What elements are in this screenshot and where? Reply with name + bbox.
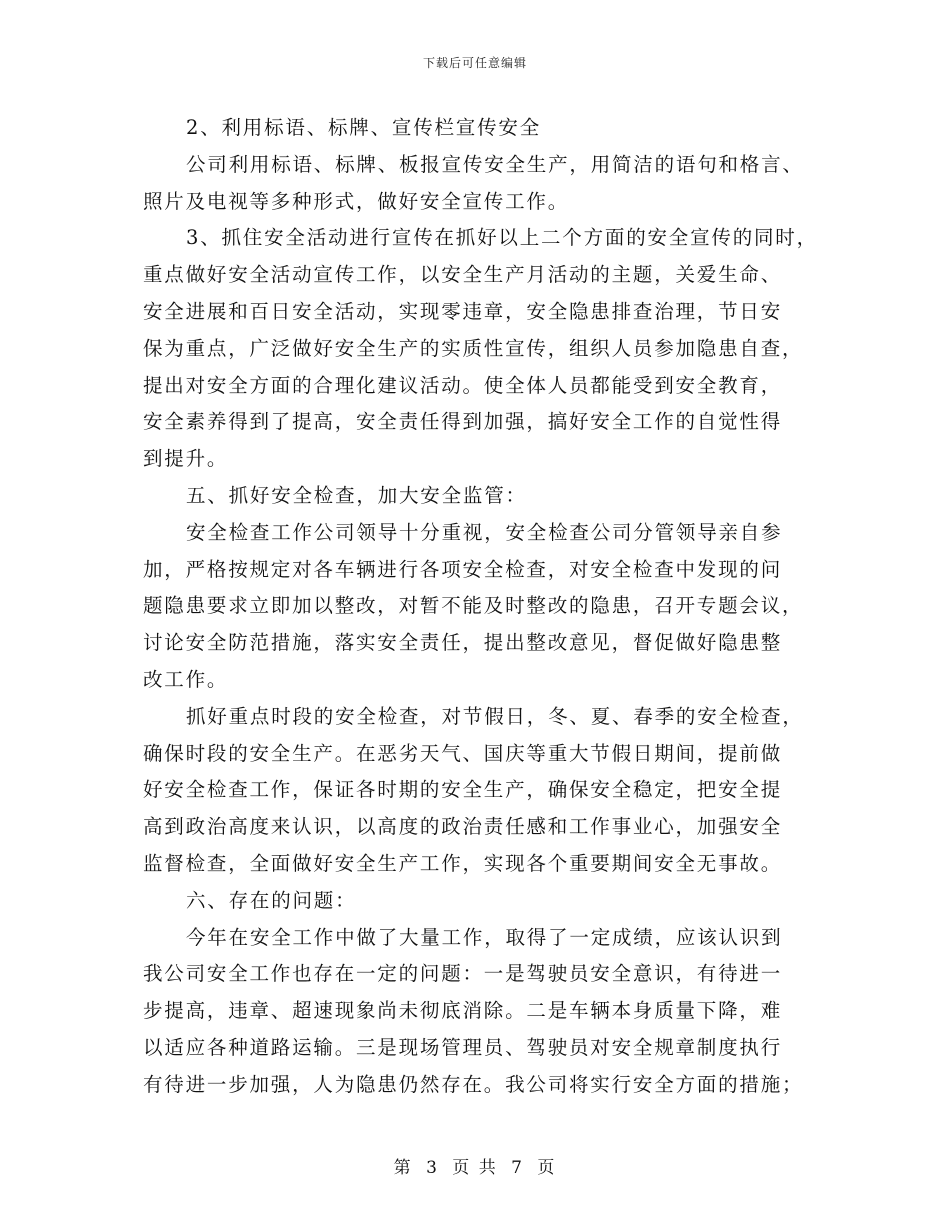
text-line: 我公司安全工作也存在一定的问题：一是驾驶员安全意识，有待进一 xyxy=(143,962,783,986)
text-line: 安全进展和百日安全活动，实现零违章，安全隐患排查治理，节日安 xyxy=(143,299,783,323)
text-line: 到提升。 xyxy=(143,447,229,471)
text-line: 五、抓好安全检查，加大安全监管： xyxy=(186,483,527,507)
text-line: 好安全检查工作，保证各时期的安全生产，确保安全稳定，把安全提 xyxy=(143,778,783,802)
text-line: 步提高，违章、超速现象尚未彻底消除。二是车辆本身质量下降，难 xyxy=(143,999,783,1023)
text-line: 有待进一步加强，人为隐患仍然存在。我公司将实行安全方面的措施； xyxy=(143,1072,804,1096)
footer-prefix: 第 xyxy=(393,1158,413,1178)
text-line: 高到政治高度来认识，以高度的政治责任感和工作事业心，加强安全 xyxy=(143,815,783,839)
text-line: 照片及电视等多种形式，做好安全宣传工作。 xyxy=(143,189,570,213)
text-line: 公司利用标语、标牌、板报宣传安全生产，用简洁的语句和格言、 xyxy=(186,152,804,176)
page-footer xyxy=(0,1153,950,1178)
text-line: 安全检查工作公司领导十分重视，安全检查公司分管领导亲自参 xyxy=(186,520,783,544)
text-line: 确保时段的安全生产。在恶劣天气、国庆等重大节假日期间，提前做 xyxy=(143,741,783,765)
text-line: 以适应各种道路运输。三是现场管理员、驾驶员对安全规章制度执行 xyxy=(143,1035,783,1059)
document-body xyxy=(143,110,818,1104)
text-line: 改工作。 xyxy=(143,667,229,691)
text-line: 保为重点，广泛做好安全生产的实质性宣传，组织人员参加隐患自查， xyxy=(143,336,804,360)
text-line: 安全素养得到了提高，安全责任得到加强，搞好安全工作的自觉性得 xyxy=(143,410,783,434)
text-line: 2、利用标语、标牌、宣传栏宣传安全 xyxy=(186,116,542,139)
text-line: 重点做好安全活动宣传工作，以安全生产月活动的主题，关爱生命、 xyxy=(143,263,783,287)
footer-total-pages: 7 xyxy=(511,1158,524,1178)
text-line: 3、抓住安全活动进行宣传在抓好以上二个方面的安全宣传的同时， xyxy=(186,226,818,250)
text-line: 题隐患要求立即加以整改，对暂不能及时整改的隐患，召开专题会议， xyxy=(143,594,804,618)
text-line: 监督检查，全面做好安全生产工作，实现各个重要期间安全无事故。 xyxy=(143,851,783,875)
text-line: 提出对安全方面的合理化建议活动。使全体人员都能受到安全教育， xyxy=(143,373,783,397)
text-line: 六、存在的问题： xyxy=(186,888,357,912)
text-line: 今年在安全工作中做了大量工作，取得了一定成绩，应该认识到 xyxy=(186,925,783,949)
text-line: 讨论安全防范措施，落实安全责任，提出整改意见，督促做好隐患整 xyxy=(143,631,783,655)
footer-suffix: 页 xyxy=(537,1158,557,1178)
footer-current-page: 3 xyxy=(426,1158,439,1178)
text-line: 加，严格按规定对各车辆进行各项安全检查，对安全检查中发现的问 xyxy=(143,557,783,581)
page-header-note: 下载后可任意编辑 xyxy=(422,56,527,70)
text-line: 抓好重点时段的安全检查，对节假日，冬、夏、春季的安全检查， xyxy=(186,704,804,728)
footer-middle: 页 共 xyxy=(452,1158,498,1178)
